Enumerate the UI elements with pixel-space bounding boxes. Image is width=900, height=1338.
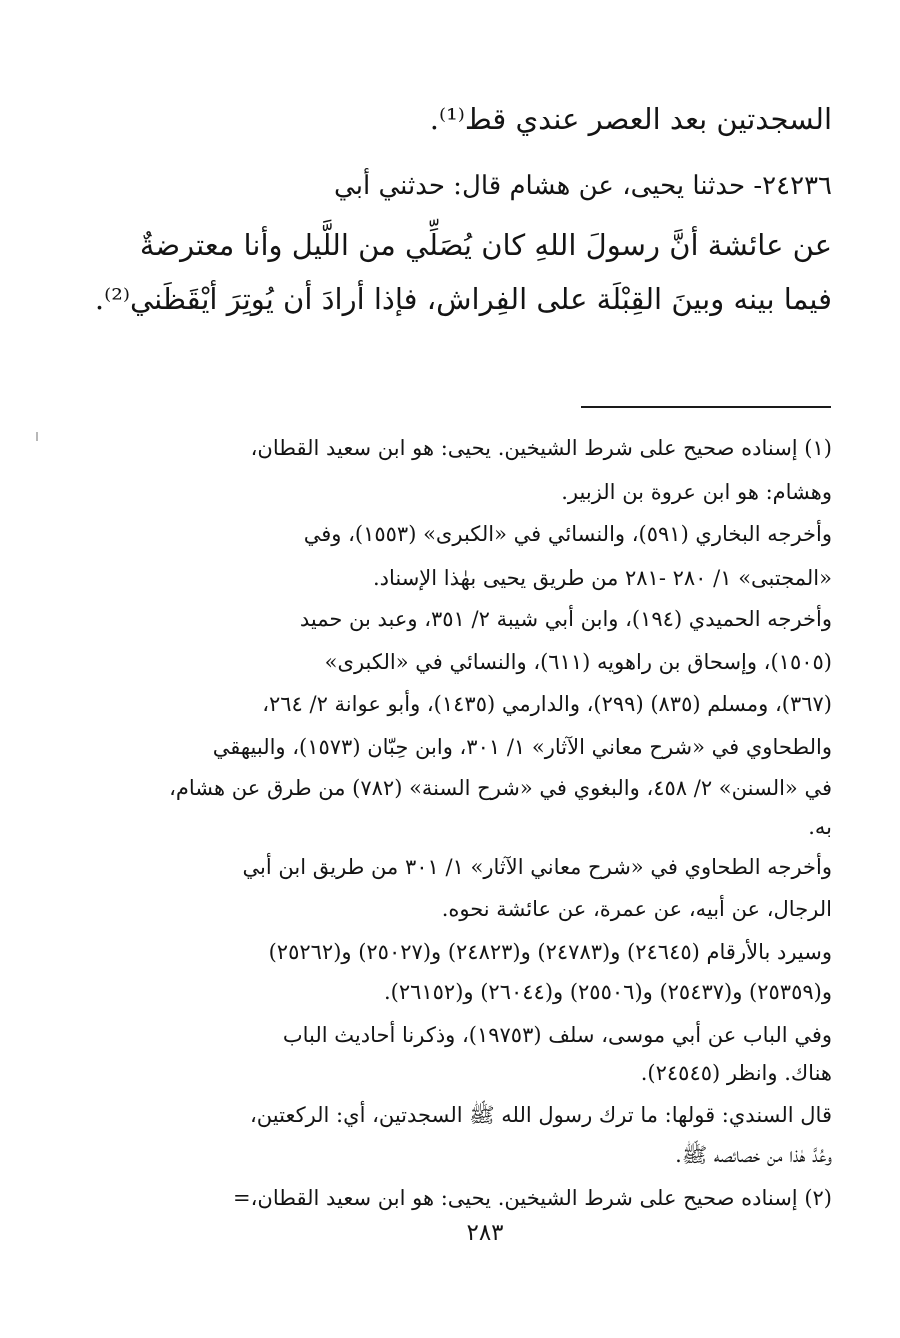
footnote-line: (١) إسناده صحيح على شرط الشيخين. يحيى: هو ابن سعيد القطان، <box>250 436 832 460</box>
footnote-line: (٣٦٧)، ومسلم (٨٣٥) (٢٩٩)، والدارمي (١٤٣٥)، وأبو عوانة ٢/ ٢٦٤، <box>262 692 832 716</box>
page-number: ٢٨٣ <box>466 1220 504 1246</box>
footnote-line: وفي الباب عن أبي موسى، سلف (١٩٧٥٣)، وذكرنا أحاديث الباب <box>282 1023 832 1047</box>
footnote-line: وهشام: هو ابن عروة بن الزبير. <box>561 480 832 504</box>
hadith-header: ٢٤٢٣٦- حدثنا يحيى، عن هشام قال: حدثني أبي <box>334 171 832 201</box>
footnote-line: قال السندي: قولها: ما ترك رسول الله ﷺ السجدتين، أي: الركعتين، <box>250 1103 832 1127</box>
footnote-line: وعُدَّ هٰذا من خصائصه ﷺ. <box>675 1143 832 1167</box>
footnote-line: وأخرجه البخاري (٥٩١)، والنسائي في «الكبرى» (١٥٥٣)، وفي <box>303 522 832 546</box>
footnote-line: و(٢٥٣٥٩) و(٢٥٤٣٧) و(٢٥٥٠٦) و(٢٦٠٤٤) و(٢٦١٥٢). <box>383 980 832 1004</box>
footnote-separator <box>581 406 831 408</box>
main-text-line: السجدتين بعد العصر عندي قط⁽¹⁾. <box>429 102 832 136</box>
main-text-line: فيما بينه وبينَ القِبْلَة على الفِراش، فإذا أرادَ أن يُوتِرَ أيْقَظَني⁽²⁾. <box>94 282 832 316</box>
footnote-line: (١٥٠٥)، وإسحاق بن راهويه (٦١١)، والنسائي في «الكبرى» <box>324 650 832 674</box>
footnote-line: والطحاوي في «شرح معاني الآثار» ١/ ٣٠١، وابن حِبّان (١٥٧٣)، والبيهقي <box>212 735 832 759</box>
footnote-line: به. <box>808 815 832 839</box>
main-text-line: عن عائشة أنَّ رسولَ اللهِ كان يُصَلِّي من اللَّيل وأنا معترضةٌ <box>139 228 832 262</box>
footnote-line: «المجتبى» ١/ ٢٨٠ -٢٨١ من طريق يحيى بهٰذا الإسناد. <box>372 566 832 590</box>
footnote-line: (٢) إسناده صحيح على شرط الشيخين. يحيى: هو ابن سعيد القطان،= <box>233 1186 832 1210</box>
footnote-line: وسيرد بالأرقام (٢٤٦٤٥) و(٢٤٧٨٣) و(٢٤٨٢٣) و(٢٥٠٢٧) و(٢٥٢٦٢) <box>268 940 832 964</box>
margin-mark <box>36 432 38 441</box>
footnote-line: وأخرجه الحميدي (١٩٤)، وابن أبي شيبة ٢/ ٣٥١، وعبد بن حميد <box>299 607 832 631</box>
footnote-line: في «السنن» ٢/ ٤٥٨، والبغوي في «شرح السنة» (٧٨٢) من طرق عن هشام، <box>169 776 832 800</box>
footnote-line: هناك. وانظر (٢٤٥٤٥). <box>640 1061 832 1085</box>
footnote-line: وأخرجه الطحاوي في «شرح معاني الآثار» ١/ ٣٠١ من طريق ابن أبي <box>242 855 832 879</box>
footnote-line: الرجال، عن أبيه، عن عمرة، عن عائشة نحوه. <box>441 897 832 921</box>
